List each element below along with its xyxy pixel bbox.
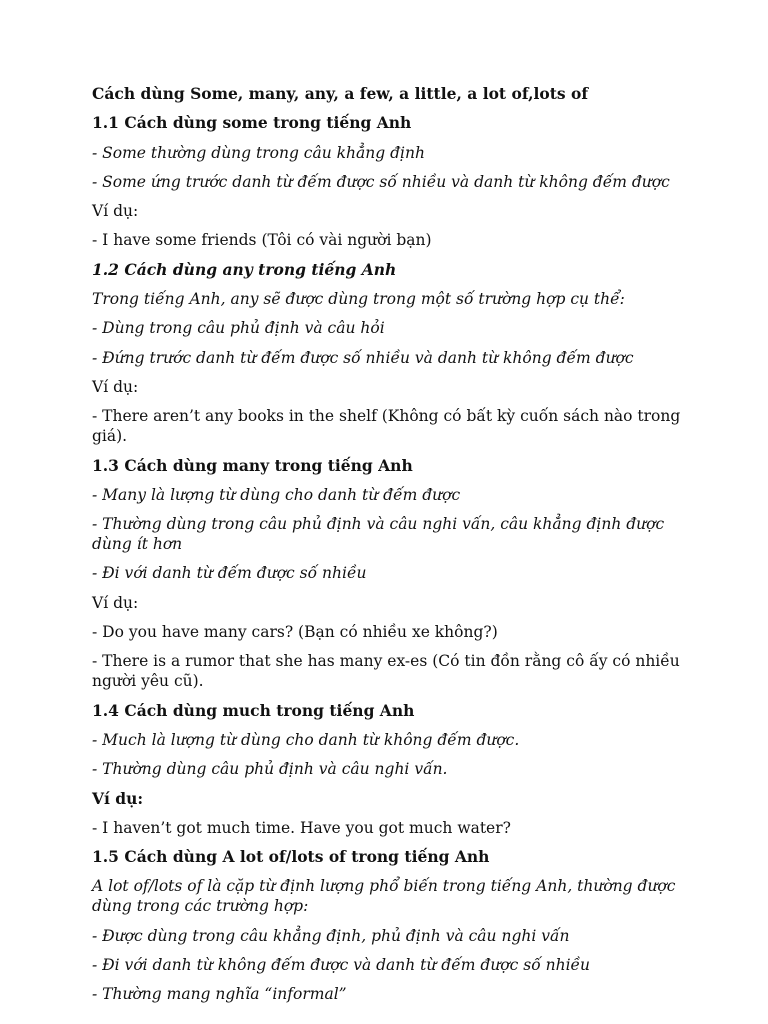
section-heading-any: 1.2 Cách dùng any trong tiếng Anh [92,259,397,279]
paragraph: - Đi với danh từ đếm được số nhiều [92,564,367,583]
example-sentence: - I haven’t got much time. Have you got much water? [92,818,511,837]
paragraph: - Many là lượng từ dùng cho danh từ đếm được [92,485,461,504]
paragraph: - Đi với danh từ không đếm được và danh từ đếm được số nhiều [92,956,591,975]
example-label: Ví dụ: [92,202,139,221]
section-heading-much: 1.4 Cách dùng much trong tiếng Anh [92,700,415,720]
paragraph: - Some thường dùng trong câu khẳng định [92,143,425,162]
paragraph: - Some ứng trước danh từ đếm được số nhiều và danh từ không đếm được [92,172,670,191]
example-label: Ví dụ: [92,377,139,396]
document-title: Cách dùng Some, many, any, a few, a little, a lot of,lots of [92,84,589,103]
paragraph: Trong tiếng Anh, any sẽ được dùng trong một số trường hợp cụ thể: [92,290,625,309]
paragraph: A lot of/lots of là cặp từ định lượng phổ biến trong tiếng Anh, thường được dùng trong các trường hợp: [92,877,676,916]
paragraph: - Được dùng trong câu khẳng định, phủ định và câu nghi vấn [92,926,570,945]
paragraph: - Đứng trước danh từ đếm được số nhiều và danh từ không đếm được [92,348,634,367]
paragraph: - Thường dùng câu phủ định và câu nghi vấn. [92,760,448,779]
paragraph: - Thường mang nghĩa “informal” [92,985,347,1004]
section-heading-many: 1.3 Cách dùng many trong tiếng Anh [92,455,413,475]
example-sentence: - I have some friends (Tôi có vài người bạn) [92,231,432,250]
paragraph: - Much là lượng từ dùng cho danh từ không đếm được. [92,730,520,749]
paragraph: - Thường dùng trong câu phủ định và câu nghi vấn, câu khẳng định được dùng ít hơn [92,515,665,554]
example-label: Ví dụ: [92,593,139,612]
example-label: Ví dụ: [92,788,144,808]
example-sentence: - Do you have many cars? (Bạn có nhiều xe không?) [92,623,498,642]
example-sentence: - There aren’t any books in the shelf (Không có bất kỳ cuốn sách nào trong giá). [92,407,681,446]
document-page [92,84,682,1014]
section-heading-a-lot-of: 1.5 Cách dùng A lot of/lots of trong tiếng Anh [92,847,490,867]
example-sentence: - There is a rumor that she has many ex-es (Có tin đồn rằng cô ấy có nhiều người yêu cũ). [92,652,680,691]
paragraph: - Dùng trong câu phủ định và câu hỏi [92,319,385,338]
section-heading-some: 1.1 Cách dùng some trong tiếng Anh [92,113,412,133]
